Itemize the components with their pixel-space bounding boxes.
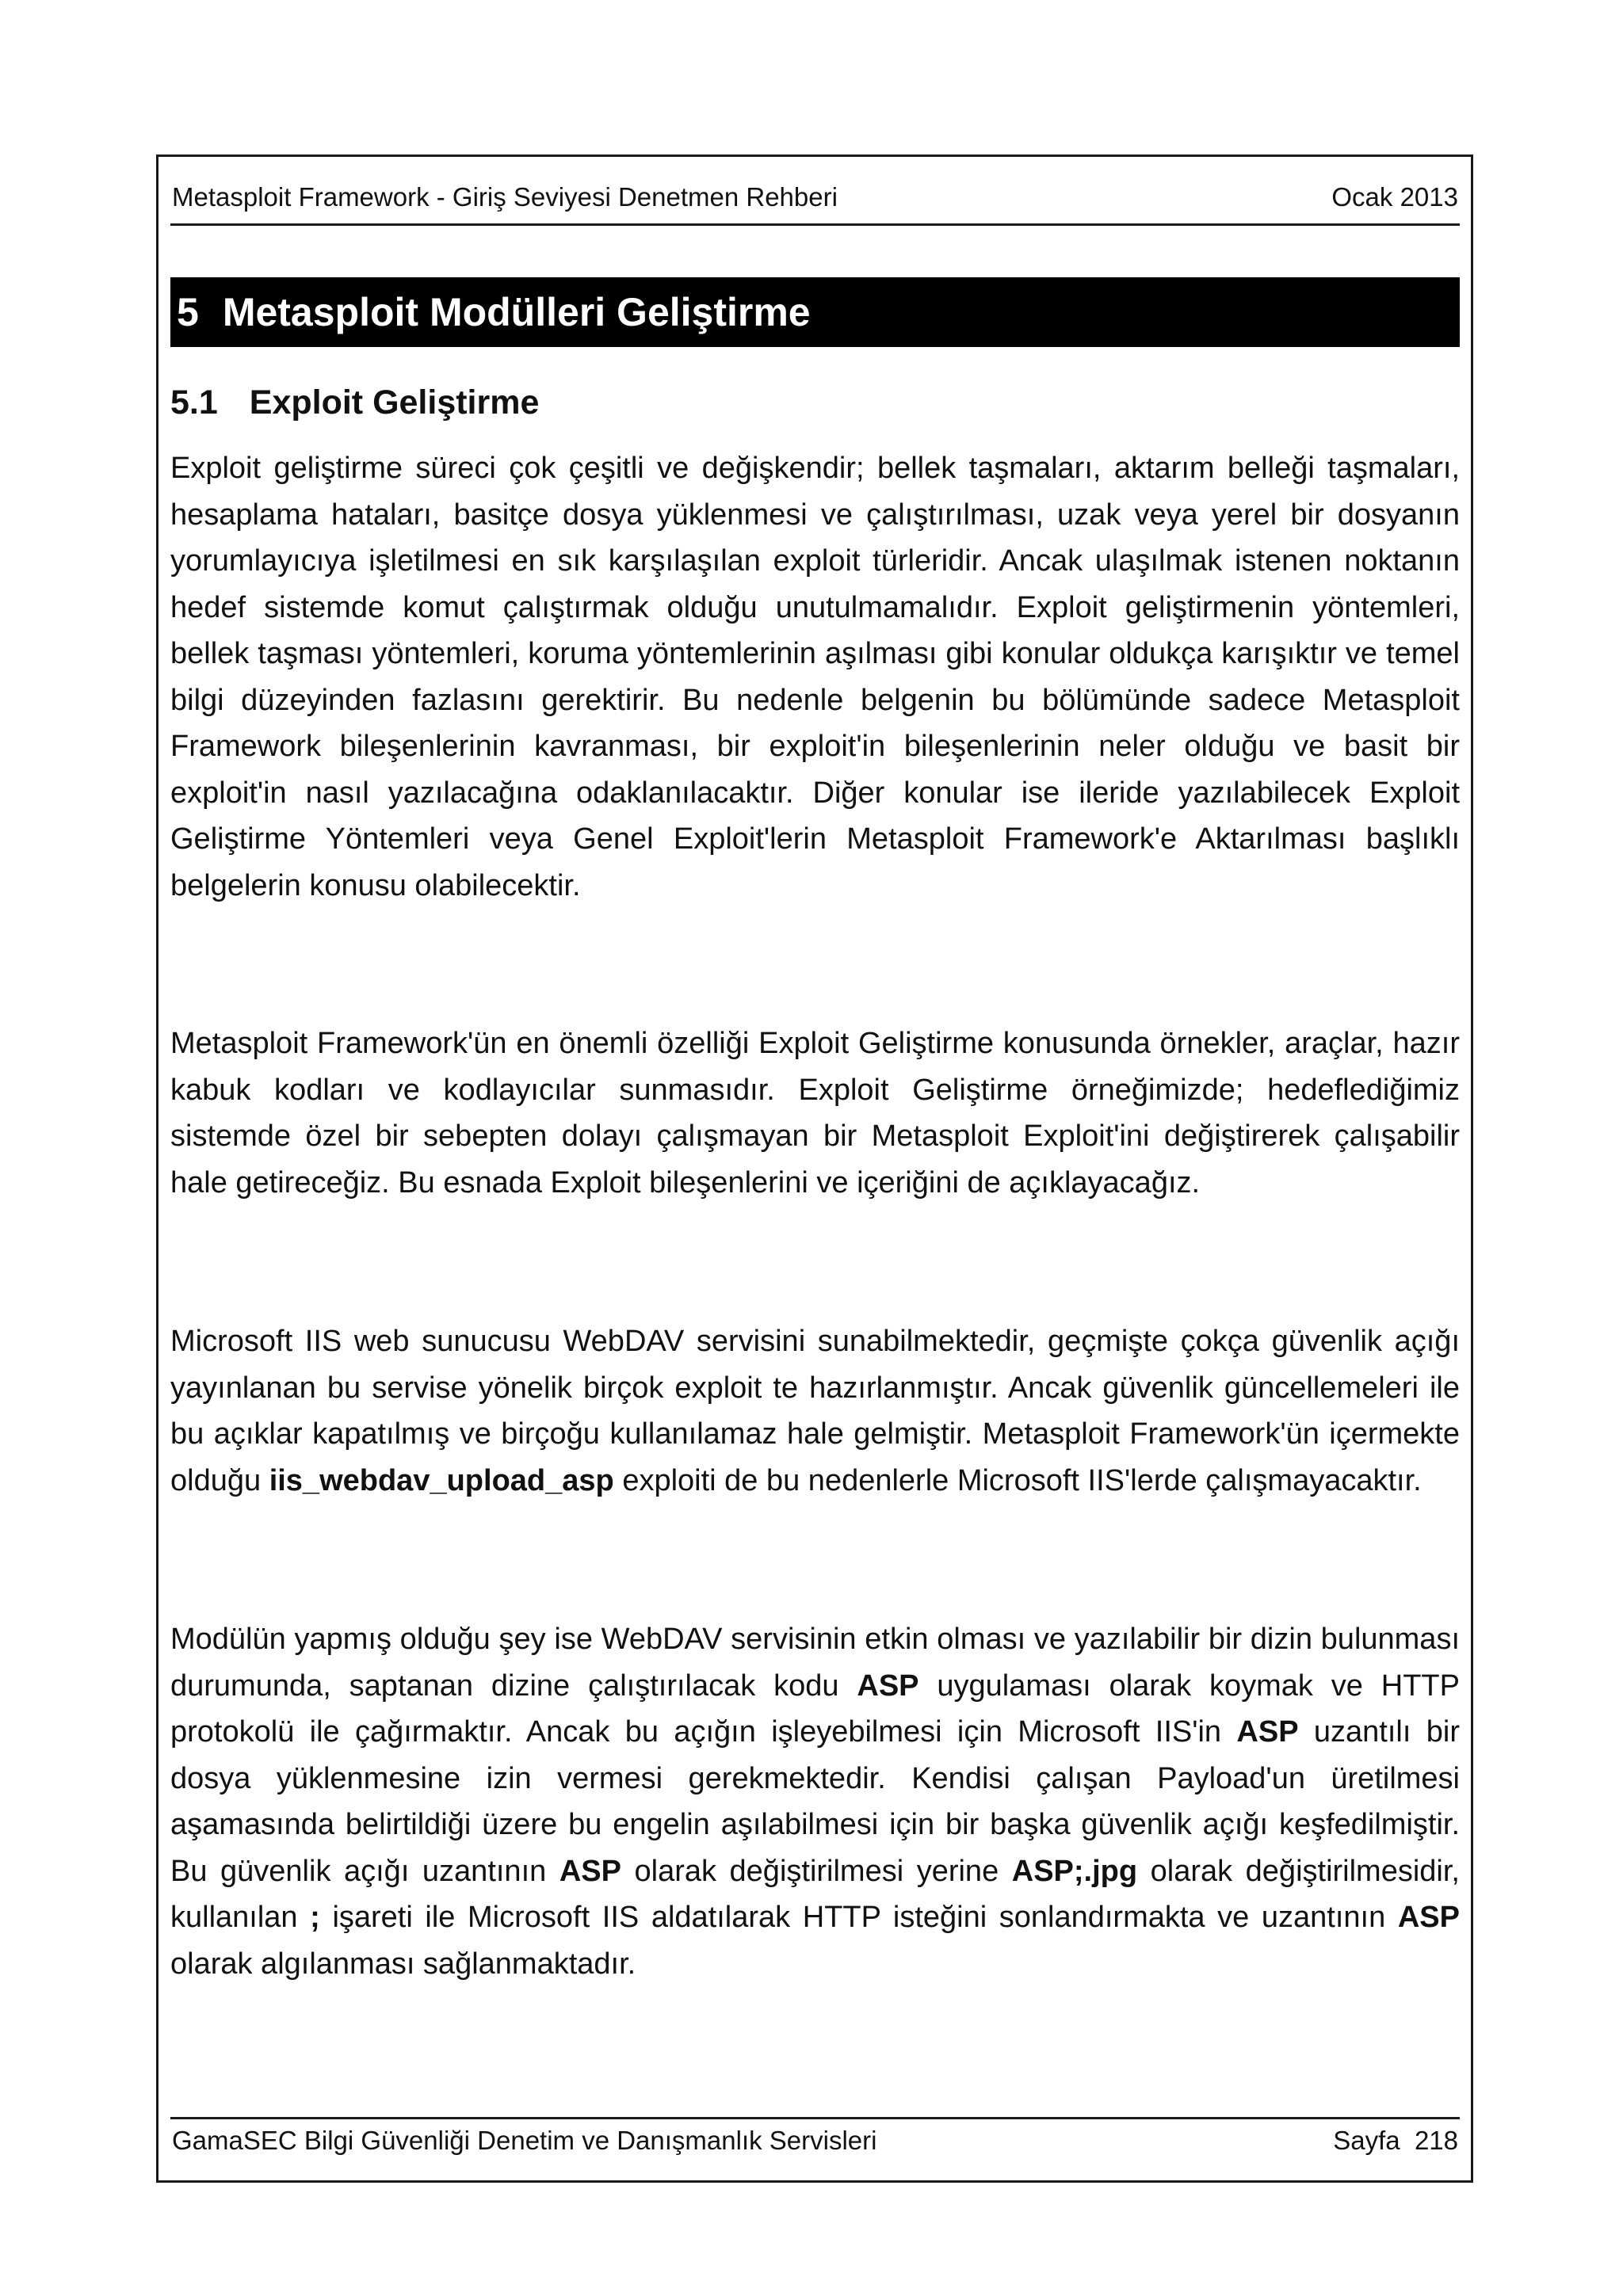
bold-term: ASP xyxy=(1236,1715,1299,1749)
module-name: iis_webdav_upload_asp xyxy=(269,1463,614,1497)
page-header xyxy=(170,178,1460,226)
bold-term: ASP xyxy=(857,1669,919,1703)
footer-page-number: 218 xyxy=(1414,2126,1458,2155)
paragraph-4-text: işareti ile Microsoft IIS aldatılarak HTTP isteğini sonlandırmakta ve uzantının xyxy=(332,1901,1386,1934)
paragraph-4 xyxy=(170,1616,1460,1987)
chapter-number: 5 xyxy=(177,290,199,334)
paragraph-2: Metasploit Framework'ün en önemli özelliği Exploit Geliştirme konusunda örnekler, araçlar, hazır kabuk kodları ve kodlayıcılar sunmasıdır. Exploit Geliştirme örneğimizde; hedeflediğimiz sistemde özel bir sebepten dolayı çalışmayan bir Metasploit Exploit'ini değiştirerek çalışabilir hale getireceğiz. Bu esnada Exploit bileşenlerini ve içeriğini de açıklayacağız. xyxy=(170,1027,1460,1199)
section-number: 5.1 xyxy=(170,383,218,421)
chapter-heading xyxy=(170,277,1460,347)
chapter-title: Metasploit Modülleri Geliştirme xyxy=(222,290,811,334)
bold-term: ASP;.jpg xyxy=(1011,1854,1138,1888)
header-title: Metasploit Framework - Giriş Seviyesi Denetmen Rehberi xyxy=(172,182,838,212)
paragraph-4-text: olarak değiştirilmesi yerine xyxy=(634,1854,999,1888)
paragraph-4-text: uygulaması olarak koymak ve HTTP protokolü ile çağırmaktır. Ancak bu açığın işleyebilmesi için Microsoft IIS'in xyxy=(170,1669,1460,1749)
paragraph-3 xyxy=(170,1318,1460,1504)
paragraph-3-text: exploiti de bu nedenlerle Microsoft IIS'lerde çalışmayacaktır. xyxy=(622,1463,1422,1497)
bold-term: ; xyxy=(310,1901,320,1934)
paragraph-4-text: Modülün yapmış olduğu şey ise WebDAV servisinin etkin olması ve yazılabilir bir dizin bulunması durumunda, saptanan dizine çalıştırılacak kodu xyxy=(170,1623,1460,1703)
paragraph-3-text: Microsoft IIS web sunucusu WebDAV servisini sunabilmektedir, geçmişte çokça güvenlik açığı yayınlanan bu servise yönelik birçok exploit te hazırlanmıştır. Ancak güvenlik güncellemeleri ile bu açıklar kapatılmış ve birçoğu kullanılamaz hale gelmiştir. Metasploit Framework'ün içermekte olduğu xyxy=(170,1325,1460,1497)
footer-page xyxy=(1333,2119,1458,2162)
bold-term: ASP xyxy=(559,1854,621,1888)
footer-page-label: Sayfa xyxy=(1333,2126,1400,2155)
paragraph-1: Exploit geliştirme süreci çok çeşitli ve değişkendir; bellek taşmaları, aktarım belleği taşmaları, hesaplama hataları, basitçe dosya yüklenmesi ve çalıştırılması, uzak veya yerel bir dosyanın yorumlayıcıya işletilmesi en sık karşılaşılan exploit türleridir. Ancak ulaşılmak istenen noktanın hedef sistemde komut çalıştırmak olduğu unutulmamalıdır. Exploit geliştirmenin yöntemleri, bellek taşması yöntemleri, koruma yöntemlerinin aşılması gibi konular oldukça karışıktır ve temel bilgi düzeyinden fazlasını gerektirir. Bu nedenle belgenin bu bölümünde sadece Metasploit Framework bileşenlerinin kavranması, bir exploit'in bileşenlerinin neler olduğu ve basit bir exploit'in nasıl yazılacağına odaklanılacaktır. Diğer konular ise ileride yazılabilecek Exploit Geliştirme Yöntemleri veya Genel Exploit'lerin Metasploit Framework'e Aktarılması başlıklı belgelerin konusu olabilecektir. xyxy=(170,452,1460,902)
page-footer xyxy=(170,2117,1460,2164)
section-title: Exploit Geliştirme xyxy=(249,383,540,421)
paragraph-4-text: olarak değiştirilmesidir, kullanılan xyxy=(170,1854,1460,1934)
section-heading xyxy=(170,379,539,426)
header-date: Ocak 2013 xyxy=(1331,182,1458,212)
footer-company: GamaSEC Bilgi Güvenliği Denetim ve Danışmanlık Servisleri xyxy=(172,2126,877,2155)
bold-term: ASP xyxy=(1397,1901,1460,1934)
paragraph-4-text: olarak algılanması sağlanmaktadır. xyxy=(170,1947,636,1981)
paragraph-4-text: uzantılı bir dosya yüklenmesine izin vermesi gerekmektedir. Kendisi çalışan Payload'un üretilmesi aşamasında belirtildiği üzere bu engelin aşılabilmesi için bir başka güvenlik açığı keşfedilmiştir. Bu güvenlik açığı uzantının xyxy=(170,1715,1460,1888)
